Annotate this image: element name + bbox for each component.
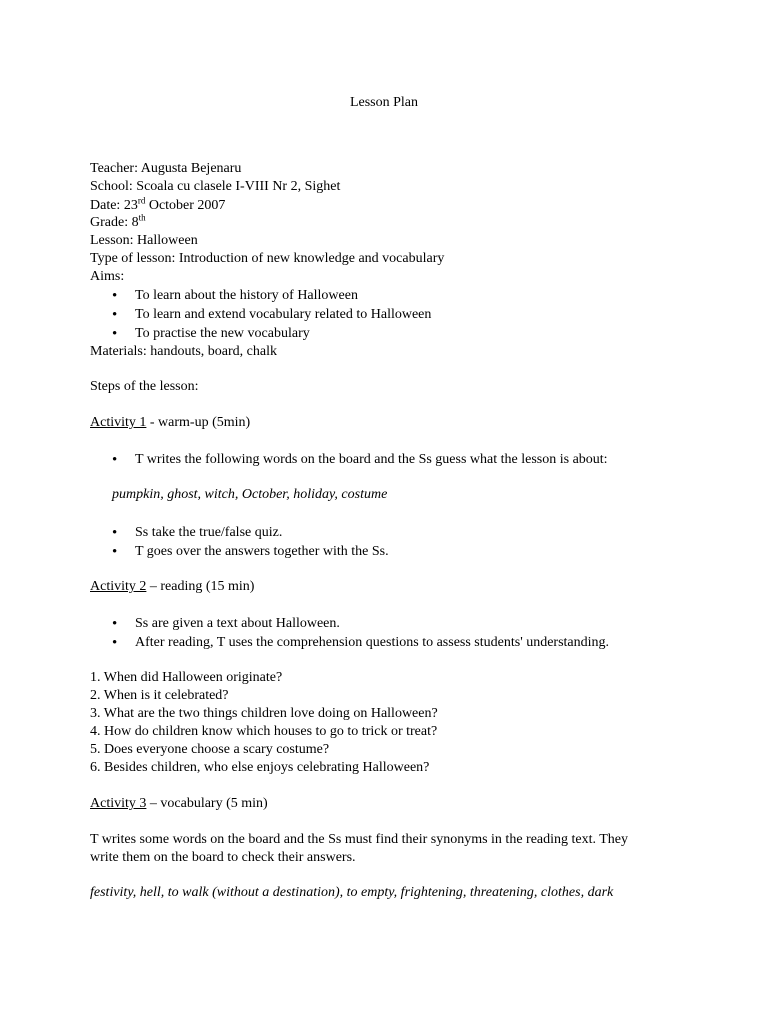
grade-prefix: Grade: 8 bbox=[90, 215, 139, 230]
date-line bbox=[90, 197, 690, 215]
activity1-bullets-bottom bbox=[90, 524, 690, 562]
materials-line: Materials: handouts, board, chalk bbox=[90, 344, 278, 359]
activity1-words: pumpkin, ghost, witch, October, holiday, costume bbox=[112, 487, 388, 502]
activity2-heading bbox=[90, 578, 690, 596]
activity1-bullets-top bbox=[90, 451, 690, 470]
lesson-type-line: Type of lesson: Introduction of new knowledge and vocabulary bbox=[90, 251, 445, 266]
activity2-bullet: • After reading, T uses the comprehension questions to assess students' understanding. bbox=[90, 634, 690, 653]
activity1-label: Activity 1 bbox=[90, 415, 147, 430]
question-item: 2. When is it celebrated? bbox=[90, 688, 229, 703]
date-superscript: rd bbox=[137, 195, 146, 206]
activity2-label: Activity 2 bbox=[90, 579, 147, 594]
activity2-description: – reading (15 min) bbox=[146, 579, 255, 594]
activity1-heading bbox=[90, 414, 690, 432]
question-item: 3. What are the two things children love doing on Halloween? bbox=[90, 706, 438, 721]
steps-heading: Steps of the lesson: bbox=[90, 379, 199, 394]
aim-item: • To practise the new vocabulary bbox=[90, 325, 690, 344]
activity3-text-line2: write them on the board to check their answers. bbox=[90, 850, 356, 865]
activity1-bullet: • T goes over the answers together with the Ss. bbox=[90, 543, 690, 562]
question-item: 5. Does everyone choose a scary costume? bbox=[90, 742, 330, 757]
question-item: 1. When did Halloween originate? bbox=[90, 670, 283, 685]
aims-list bbox=[90, 287, 690, 344]
page-title: Lesson Plan bbox=[349, 95, 419, 110]
school-line: School: Scoala cu clasele I-VIII Nr 2, Sighet bbox=[90, 179, 341, 194]
activity2-bullet: • Ss are given a text about Halloween. bbox=[90, 615, 690, 634]
question-item: 4. How do children know which houses to go to trick or treat? bbox=[90, 724, 438, 739]
activity3-label: Activity 3 bbox=[90, 796, 147, 811]
activity1-bullet: • Ss take the true/false quiz. bbox=[90, 524, 690, 543]
grade-line bbox=[90, 214, 690, 232]
aims-label: Aims: bbox=[90, 269, 125, 284]
question-item: 6. Besides children, who else enjoys celebrating Halloween? bbox=[90, 760, 430, 775]
aim-item: • To learn and extend vocabulary related to Halloween bbox=[90, 306, 690, 325]
date-prefix: Date: 23 bbox=[90, 198, 138, 213]
activity3-heading bbox=[90, 795, 690, 813]
activity2-bullets bbox=[90, 615, 690, 653]
activity1-description: - warm-up (5min) bbox=[146, 415, 251, 430]
lesson-line: Lesson: Halloween bbox=[90, 233, 198, 248]
activity3-text-line1: T writes some words on the board and the Ss must find their synonyms in the reading text. They bbox=[90, 832, 629, 847]
activity3-description: – vocabulary (5 min) bbox=[146, 796, 268, 811]
activity1-bullet: • T writes the following words on the board and the Ss guess what the lesson is about: bbox=[90, 451, 690, 470]
activity3-words: festivity, hell, to walk (without a destination), to empty, frightening, threatening, clothes, dark bbox=[90, 885, 614, 900]
grade-superscript: th bbox=[138, 212, 146, 223]
teacher-line: Teacher: Augusta Bejenaru bbox=[90, 161, 242, 176]
date-suffix: October 2007 bbox=[145, 198, 226, 213]
aim-item: • To learn about the history of Halloween bbox=[90, 287, 690, 306]
